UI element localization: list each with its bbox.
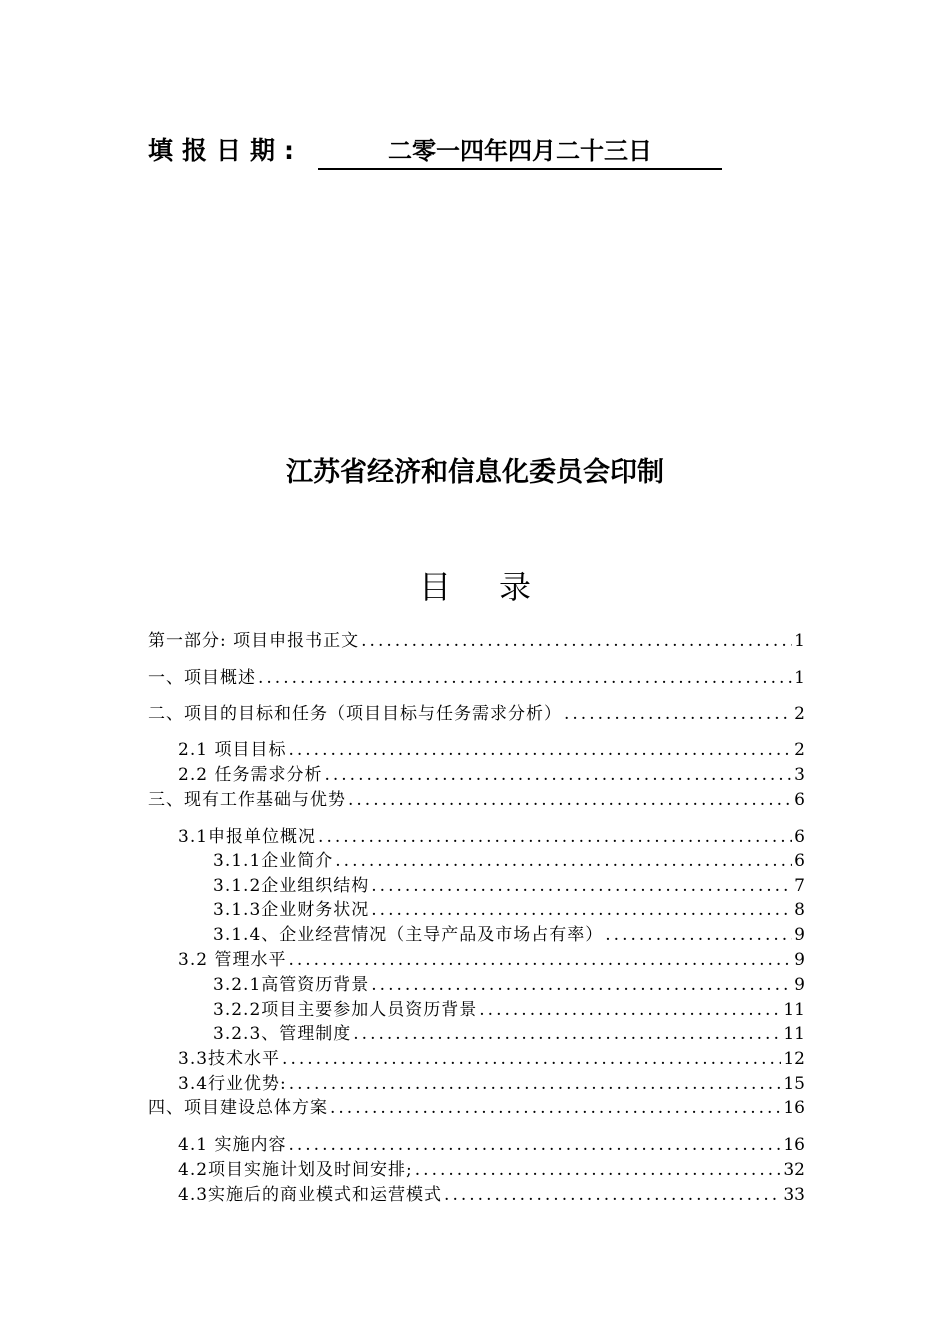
- toc-leader-dots: [371, 875, 792, 897]
- toc-entry[interactable]: [213, 875, 805, 897]
- toc-entry[interactable]: [213, 924, 805, 946]
- fill-date-line: [148, 134, 652, 168]
- toc-entry[interactable]: [178, 826, 805, 848]
- toc-entry-label: 4.1 实施内容: [178, 1135, 287, 1155]
- toc-entry-label: 4.2项目实施计划及时间安排;: [178, 1160, 413, 1180]
- toc-entry-label: 2.2 任务需求分析: [178, 765, 323, 785]
- toc-entry-label: 3.2.3、管理制度: [213, 1024, 352, 1044]
- toc-leader-dots: [605, 924, 792, 946]
- toc-entry-page: 6: [794, 851, 805, 871]
- toc-entry[interactable]: [148, 667, 805, 689]
- toc-entry[interactable]: [178, 1159, 805, 1181]
- toc-leader-dots: [289, 1073, 782, 1095]
- toc-leader-dots: [371, 899, 792, 921]
- toc-entry[interactable]: [178, 1048, 805, 1070]
- toc-entry-page: 7: [794, 876, 805, 896]
- toc-entry-page: 16: [783, 1098, 805, 1118]
- toc-entry[interactable]: [213, 899, 805, 921]
- toc-entry-page: 6: [794, 790, 805, 810]
- toc-entry-label: 3.4行业优势:: [178, 1074, 287, 1094]
- toc-entry[interactable]: [213, 974, 805, 996]
- toc-leader-dots: [479, 999, 781, 1021]
- toc-entry[interactable]: [178, 1073, 805, 1095]
- toc-entry-label: 3.3技术水平: [178, 1049, 281, 1069]
- toc-entry-page: 15: [783, 1074, 805, 1094]
- publisher-line: 江苏省经济和信息化委员会印制: [286, 457, 664, 488]
- fill-date-value: 二零一四年四月二十三日: [318, 134, 722, 170]
- toc-entry[interactable]: [178, 1184, 805, 1206]
- toc-entry[interactable]: [213, 1023, 805, 1045]
- toc-entry[interactable]: [148, 1097, 805, 1119]
- toc-entry-page: 9: [794, 925, 805, 945]
- toc-entry-page: 1: [794, 631, 805, 651]
- toc-entry-page: 3: [794, 765, 805, 785]
- toc-entry[interactable]: [213, 850, 805, 872]
- toc-entry-page: 9: [794, 975, 805, 995]
- toc-leader-dots: [288, 949, 792, 971]
- toc-leader-dots: [361, 630, 792, 652]
- toc-entry-page: 16: [783, 1135, 805, 1155]
- toc-entry-label: 一、项目概述: [148, 668, 256, 688]
- toc-leader-dots: [444, 1184, 781, 1206]
- toc-entry[interactable]: [178, 739, 805, 761]
- toc-leader-dots: [288, 739, 792, 761]
- toc-entry-label: 3.2 管理水平: [178, 950, 287, 970]
- toc-entry[interactable]: [178, 949, 805, 971]
- toc-entry[interactable]: [148, 789, 805, 811]
- toc-entry-label: 2.1 项目目标: [178, 740, 287, 760]
- toc-leader-dots: [564, 703, 792, 725]
- toc-entry-page: 6: [794, 827, 805, 847]
- fill-date-label: 填报日期:: [148, 136, 303, 165]
- toc-entry-page: 11: [783, 1000, 805, 1020]
- toc-leader-dots: [371, 974, 792, 996]
- toc-entry-page: 8: [794, 900, 805, 920]
- toc-leader-dots: [288, 1134, 781, 1156]
- toc-entry-label: 3.2.2项目主要参加人员资历背景: [213, 1000, 478, 1020]
- toc-entry-page: 32: [783, 1160, 805, 1180]
- toc-entry-label: 4.3实施后的商业模式和运营模式: [178, 1185, 443, 1205]
- toc-entry-page: 11: [783, 1024, 805, 1044]
- toc-entry-page: 2: [794, 704, 805, 724]
- toc-leader-dots: [330, 1097, 781, 1119]
- toc-entry-label: 3.1申报单位概况: [178, 827, 317, 847]
- toc-entry[interactable]: [148, 630, 805, 652]
- toc-entry[interactable]: [178, 764, 805, 786]
- toc-entry-label: 二、项目的目标和任务（项目目标与任务需求分析）: [148, 704, 562, 724]
- toc-leader-dots: [318, 826, 792, 848]
- toc-leader-dots: [282, 1048, 781, 1070]
- toc-entry-label: 第一部分: 项目申报书正文: [148, 631, 360, 651]
- toc-entry-label: 四、项目建设总体方案: [148, 1098, 328, 1118]
- toc-leader-dots: [335, 850, 792, 872]
- toc-leader-dots: [258, 667, 792, 689]
- toc-leader-dots: [348, 789, 792, 811]
- toc-entry-page: 12: [783, 1049, 805, 1069]
- toc-entry-label: 3.1.2企业组织结构: [213, 876, 370, 896]
- toc-entry-page: 9: [794, 950, 805, 970]
- toc-leader-dots: [324, 764, 792, 786]
- toc-entry[interactable]: [178, 1134, 805, 1156]
- toc-entry-label: 3.2.1高管资历背景: [213, 975, 370, 995]
- toc-entry[interactable]: [148, 703, 805, 725]
- toc-entry-label: 3.1.4、企业经营情况（主导产品及市场占有率）: [213, 925, 604, 945]
- toc-leader-dots: [353, 1023, 781, 1045]
- toc-entry-label: 3.1.3企业财务状况: [213, 900, 370, 920]
- toc-entry-label: 3.1.1企业简介: [213, 851, 334, 871]
- toc-title: 目录: [418, 568, 579, 606]
- toc-leader-dots: [415, 1159, 782, 1181]
- toc-entry[interactable]: [213, 999, 805, 1021]
- toc-entry-page: 2: [794, 740, 805, 760]
- toc-entry-page: 1: [794, 668, 805, 688]
- toc-entry-page: 33: [783, 1185, 805, 1205]
- toc-entry-label: 三、现有工作基础与优势: [148, 790, 346, 810]
